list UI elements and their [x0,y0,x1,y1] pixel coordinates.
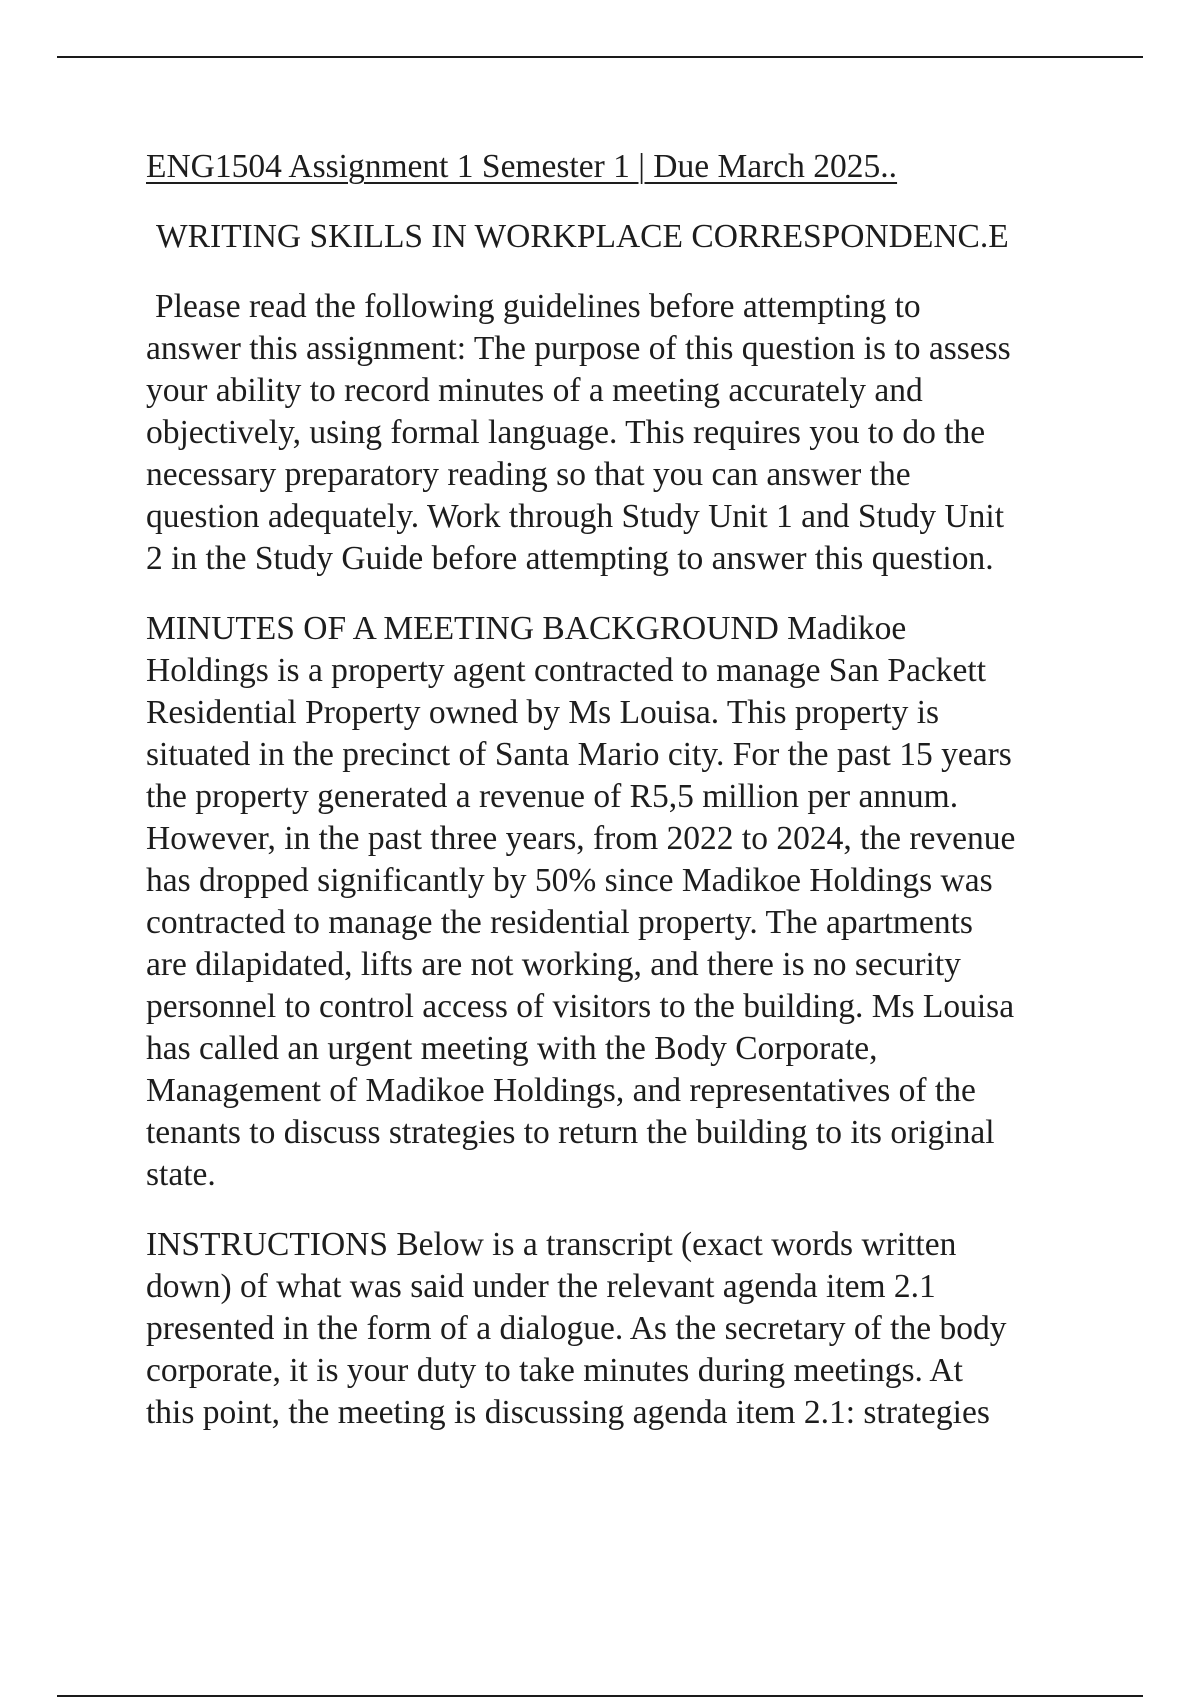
guidelines-paragraph: Please read the following guidelines before attempting to answer this assignment: The purpose of this question is to assess your ability to record minutes of a meeting accurately and objectively, using formal language. This requires you to do the necessary preparatory reading so that you can answer the question adequately. Work through Study Unit 1 and Study Unit 2 in the Study Guide before attempting to answer this question. [146,288,1011,577]
bottom-rule [57,1695,1143,1697]
background-paragraph: MINUTES OF A MEETING BACKGROUND Madikoe Holdings is a property agent contracted to manage San Packett Residential Property owned by Ms Louisa. This property is situated in the precinct of Santa Mario city. For the past 15 years the property generated a revenue of R5,5 million per annum. However, in the past three years, from 2022 to 2024, the revenue has dropped significantly by 50% since Madikoe Holdings was contracted to manage the residential property. The apartments are dilapidated, lifts are not working, and there is no security personnel to control access of visitors to the building. Ms Louisa has called an urgent meeting with the Body Corporate, Management of Madikoe Holdings, and representatives of the tenants to discuss strategies to return the building to its original state. [146,610,1016,1193]
page-content [146,146,1106,1462]
document-subtitle: WRITING SKILLS IN WORKPLACE CORRESPONDENC.E [156,218,1009,255]
instructions-paragraph: INSTRUCTIONS Below is a transcript (exact words written down) of what was said under the relevant agenda item 2.1 presented in the form of a dialogue. As the secretary of the body corporate, it is your duty to take minutes during meetings. At this point, the meeting is discussing agenda item 2.1: strategies [146,1226,1007,1431]
document-title: ENG1504 Assignment 1 Semester 1 | Due March 2025.. [146,148,898,185]
top-rule [57,56,1143,58]
